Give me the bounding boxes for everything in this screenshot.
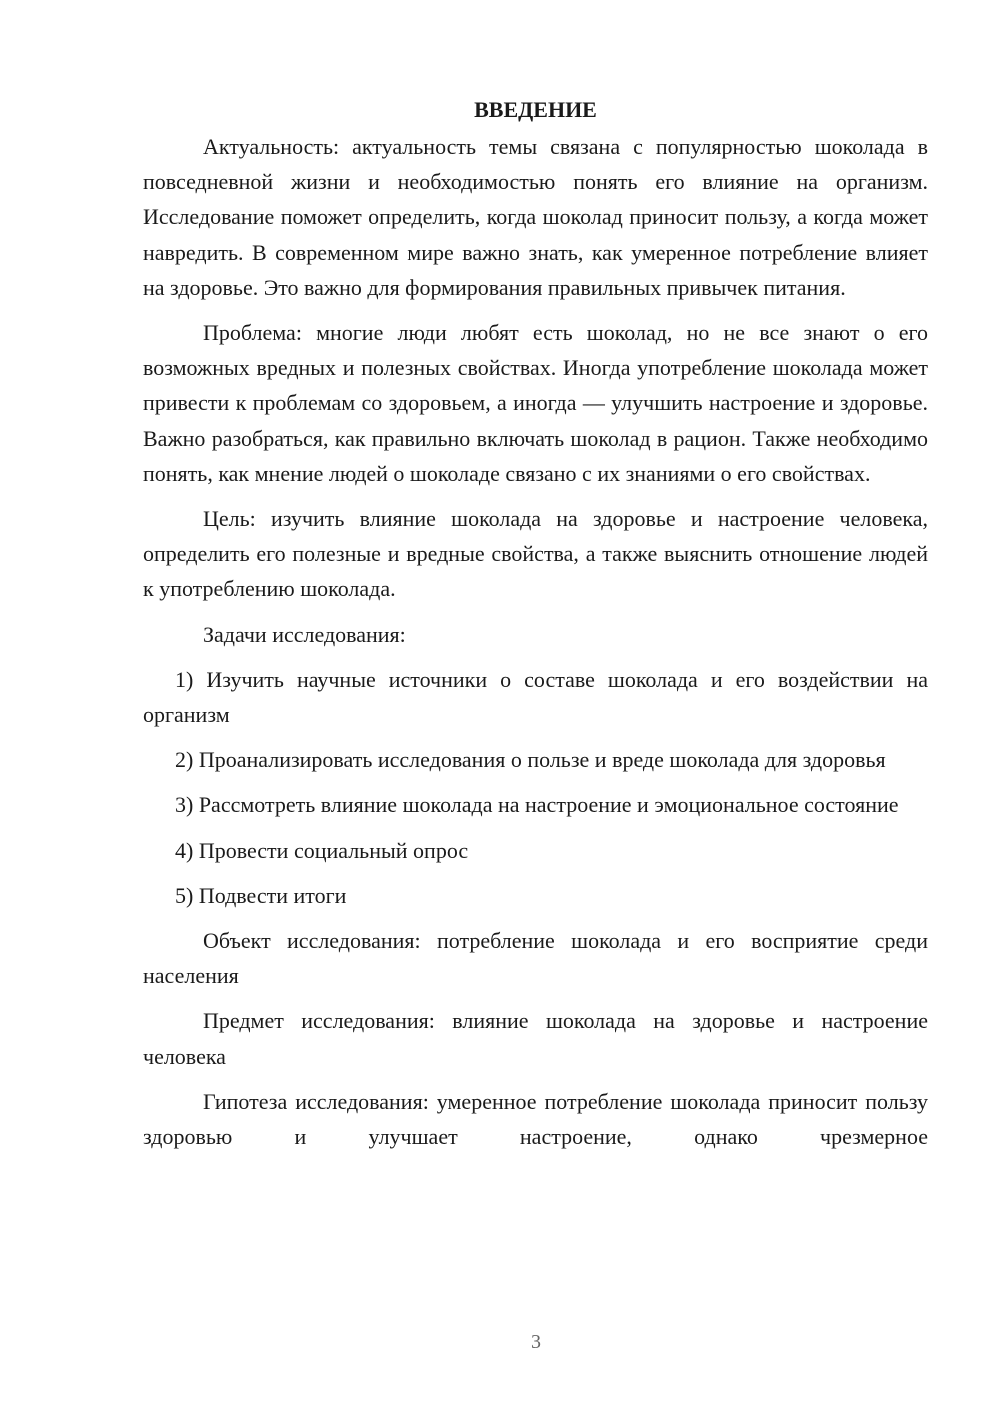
task-item-2: 2) Проанализировать исследования о пользе и вреде шоколада для здоровья bbox=[175, 747, 886, 773]
task-item-3: 3) Рассмотреть влияние шоколада на настроение и эмоциональное состояние bbox=[175, 792, 899, 818]
document-page bbox=[143, 92, 928, 1164]
paragraph-hypothesis: Гипотеза исследования: умеренное потребление шоколада приносит пользу здоровью и улучшает настроение, однако чрезмерное bbox=[143, 1088, 928, 1150]
paragraph-problem: Проблема: многие люди любят есть шоколад, но не все знают о его возможных вредных и полезных свойствах. Иногда употребление шоколада может привести к проблемам со здоровьем, а иногда — улучшить настроение и здоровье. Важно разобраться, как правильно включать шоколад в рацион. Также необходимо понять, как мнение людей о шоколаде связано с их знаниями о его свойствах. bbox=[143, 320, 928, 486]
task-item-1: 1) Изучить научные источники о составе шоколада и его воздействии на организм bbox=[143, 666, 928, 728]
paragraph-subject: Предмет исследования: влияние шоколада на здоровье и настроение человека bbox=[143, 1008, 928, 1069]
paragraph-object: Объект исследования: потребление шоколада и его восприятие среди населения bbox=[143, 928, 928, 989]
section-heading: ВВЕДЕНИЕ bbox=[474, 97, 597, 122]
paragraph-tasks-title: Задачи исследования: bbox=[203, 621, 406, 647]
paragraph-goal: Цель: изучить влияние шоколада на здоровье и настроение человека, определить его полезные и вредные свойства, а также выяснить отношение людей к употреблению шоколада. bbox=[143, 506, 928, 602]
paragraph-relevance: Актуальность: актуальность темы связана с популярностью шоколада в повседневной жизни и необходимостью понять его влияние на организм. Исследование поможет определить, когда шоколад приносит пользу, а когда может навредить. В современном мире важно знать, как умеренное потребление влияет на здоровье. Это важно для формирования правильных привычек питания. bbox=[143, 134, 928, 300]
page-number: 3 bbox=[531, 1331, 541, 1353]
task-item-4: 4) Провести социальный опрос bbox=[175, 837, 469, 863]
task-item-5: 5) Подвести итоги bbox=[175, 882, 347, 908]
